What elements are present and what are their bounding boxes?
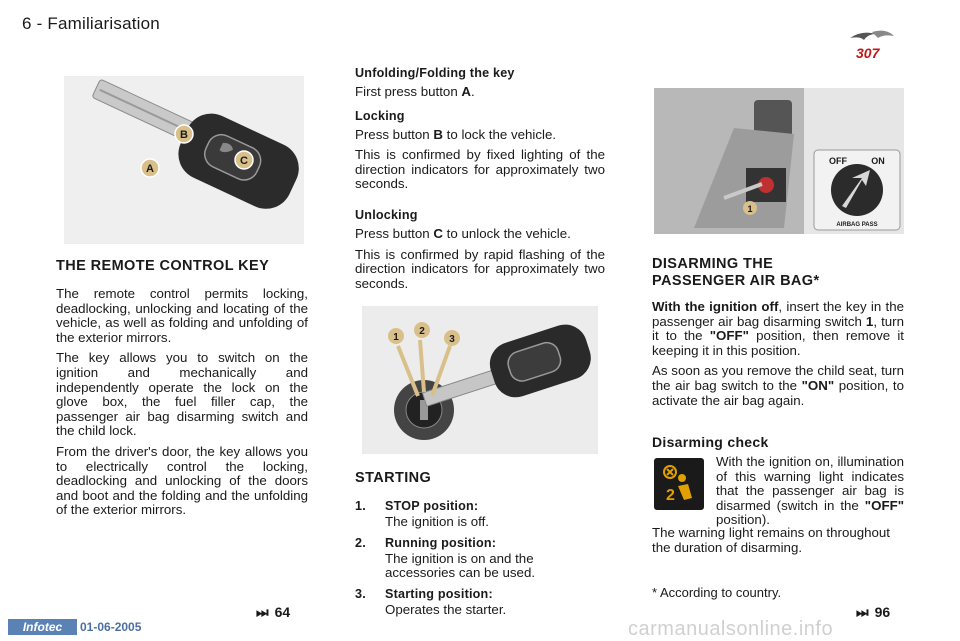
key-label-c [235, 151, 253, 169]
airbag-section [652, 256, 904, 414]
remains-block [652, 526, 904, 561]
disarming-check-text-block [716, 455, 904, 534]
svg-text:2: 2 [419, 326, 425, 337]
svg-text:C: C [240, 155, 248, 167]
airbag-para-1: With the ignition off, insert the key in the passenger air bag disarming switch 1, turn it to the "OFF" position, then remove it keeping it in this position. [652, 299, 904, 358]
unlock-text: Press button C to unlock the vehicle. [355, 225, 571, 241]
footnote: * According to country. [652, 585, 782, 600]
lock-heading: Locking [355, 108, 405, 123]
starting-section [355, 470, 605, 623]
unlock-heading: Unlocking [355, 207, 418, 222]
remote-key-para-1: The remote control permits locking, deadlocking, unlocking and locating of the vehicle, as well as folding and unfolding of the exterior mirrors. [56, 286, 308, 345]
step-3: 3. Starting position: Operates the starter. [355, 586, 507, 617]
key-label-b [175, 125, 193, 143]
remote-key-para-3: From the driver's door, the key allows you to electrically control the locking, deadlocking and unlocking of the doors and boot and the folding and the unfolding of the exterior mirrors. [56, 443, 308, 518]
watermark: carmanualsonline.info [628, 618, 834, 640]
remote-key-photo [64, 76, 304, 244]
logo-text: 307 [856, 45, 880, 61]
fast-forward-icon: ⏭ [256, 604, 269, 620]
airbag-warning-icon [654, 458, 704, 510]
unfold-heading: Unfolding/Folding the key [355, 66, 515, 80]
infotec-badge: Infotec [8, 619, 77, 635]
fast-forward-icon: ⏭ [856, 604, 869, 620]
lock-text: Press button B to lock the vehicle. [355, 126, 557, 142]
step-1: 1. STOP position: The ignition is off. [355, 499, 489, 529]
key-operation-section [355, 66, 605, 297]
disarming-check-text: With the ignition on, illumination of this warning light indicates that the passenger air bag is disarmed (switch in the "OFF" position). [716, 454, 904, 528]
brand-logo [842, 28, 902, 62]
remote-key-section [56, 258, 308, 524]
remote-key-para-2: The key allows you to switch on the ignition and mechanically and independently operate the lock on the glove box, the fuel filler cap, the passenger air bag disarming switch and the child lock. [56, 350, 308, 439]
unfold-text: First press button A. [355, 84, 475, 99]
switch-number-label [743, 201, 757, 215]
page-header: 6 - Familiarisation [22, 14, 160, 33]
svg-text:1: 1 [747, 204, 753, 214]
ignition-label-2 [414, 322, 430, 338]
svg-text:3: 3 [449, 334, 455, 345]
unlock-confirm: This is confirmed by rapid flashing of the direction indicators for approximately two seconds. [355, 246, 605, 291]
nav-page-96[interactable]: ⏭ 96 [856, 604, 891, 620]
svg-text:2: 2 [666, 487, 675, 504]
svg-text:A: A [146, 163, 154, 175]
switch-off-label: OFF [829, 156, 847, 166]
ignition-photo [362, 306, 598, 454]
switch-caption: AIRBAG PASS [836, 222, 878, 228]
ignition-label-1 [388, 328, 404, 344]
switch-on-label: ON [871, 156, 885, 166]
key-label-a [141, 159, 159, 177]
airbag-title: DISARMING THE PASSENGER AIR BAG* [652, 256, 820, 289]
disarming-check-title: Disarming check [652, 434, 769, 450]
svg-text:B: B [180, 129, 188, 141]
nav-page-64[interactable]: ⏭ 64 [256, 604, 291, 620]
footer-date: 01-06-2005 [80, 620, 142, 634]
airbag-para-2: As soon as you remove the child seat, turn the air bag switch to the "ON" position, to activate the air bag again. [652, 363, 904, 408]
svg-text:1: 1 [393, 332, 399, 343]
step-2: 2. Running position: The ignition is on and the accessories can be used. [355, 535, 536, 581]
airbag-switch-photo [654, 88, 904, 234]
ignition-label-3 [444, 330, 460, 346]
remote-key-title: THE REMOTE CONTROL KEY [56, 258, 270, 274]
lock-confirm: This is confirmed by fixed lighting of the direction indicators for approximately two seconds. [355, 147, 605, 192]
starting-title: STARTING [355, 470, 432, 486]
warning-remains-text: The warning light remains on throughout the duration of disarming. [652, 525, 891, 555]
